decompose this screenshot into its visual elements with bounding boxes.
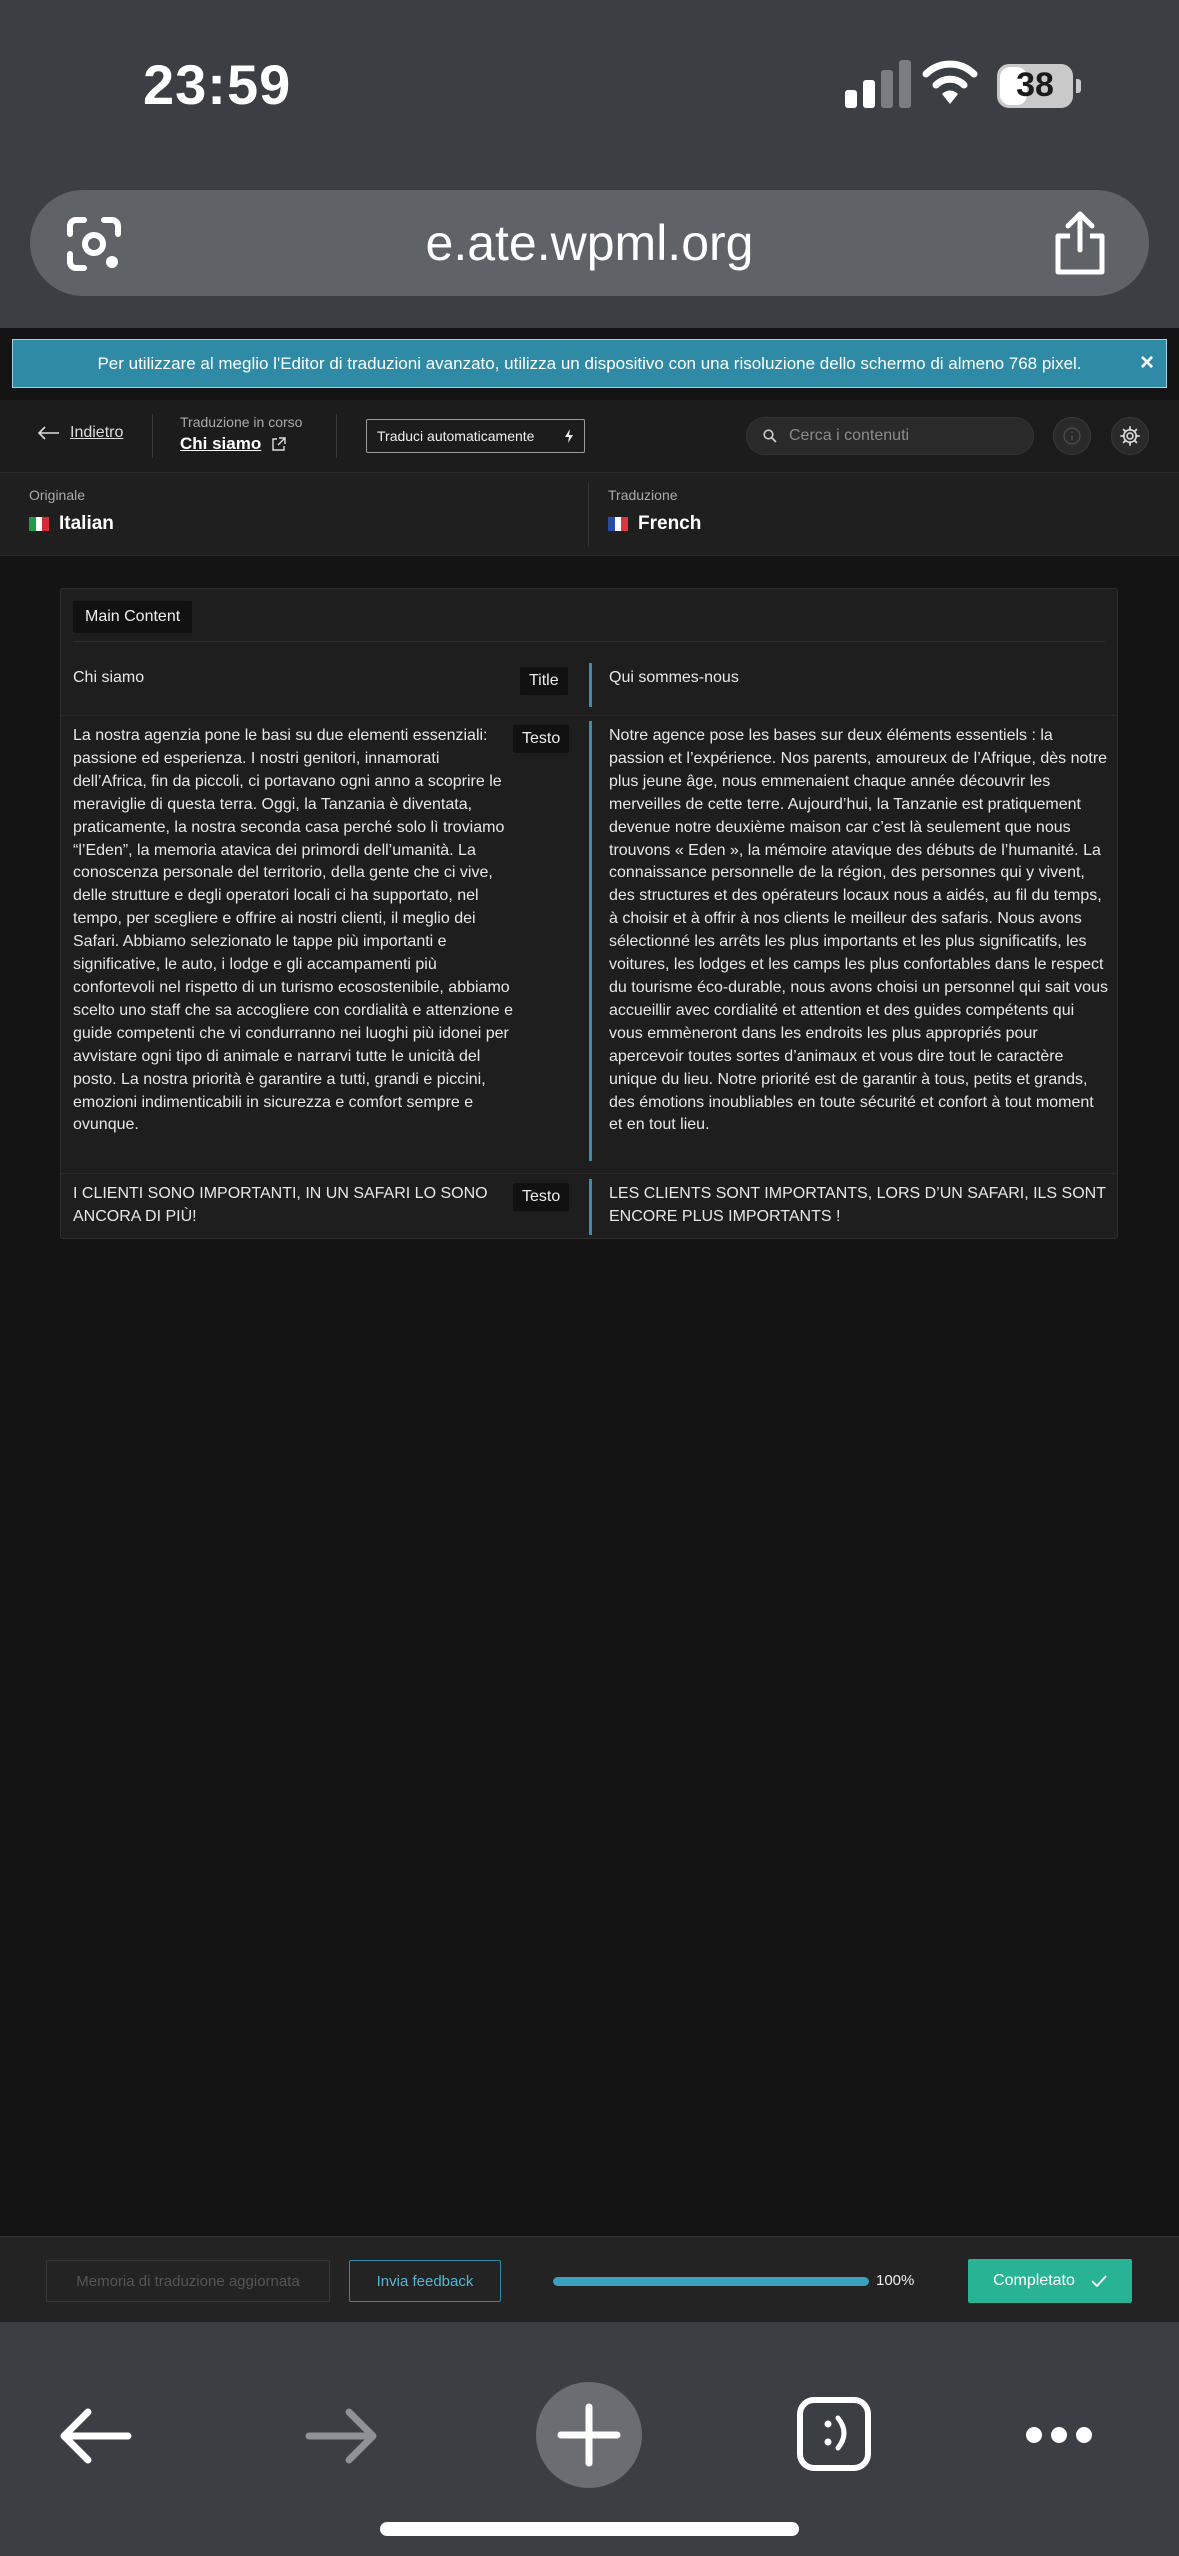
translation-language	[608, 487, 701, 535]
share-icon[interactable]	[1050, 210, 1110, 276]
more-options-icon[interactable]	[1024, 2424, 1094, 2446]
external-link-icon[interactable]	[271, 437, 286, 452]
auto-translate-button[interactable]	[366, 419, 585, 453]
segment-source: La nostra agenzia pone le basi su due elementi essenziali: passione ed esperienza. I nostri genitori, innamorati dell’Africa, fin da piccoli, ci portavano ogni anno a scoprire le meraviglie di questa terra. Oggi, la Tanzania è diventata, praticamente, la nostra seconda casa perché solo lì troviamo “l’Eden”, la memoria atavica dei primordi dell’umanità. La conoscenza personale del territorio, della gente che ci vive, delle strutture e degli operatori locali ci ha supportato, nel tempo, per scegliere e offrire ai nostri clienti, il meglio dei Safari. Abbiamo selezionato le tappe più importanti e significative, le auto, i lodge e gli accampamenti più confortevoli nel rispetto di un turismo ecosostenibile, abbiamo scelto uno staff che sa accogliere con cordialità e attenzione e guide competenti che vi condurranno nei luoghi più idonei per avvistare ogni tipo di animale e narrarvi tutte le unicità del posto. La nostra priorità è garantire a tutti, grandi e piccini, emozioni indimenticabili in sicurezza e comfort sempre e ovunque.	[73, 727, 513, 1134]
editor-header	[0, 400, 1179, 472]
language-divider	[588, 483, 589, 547]
search-input[interactable]	[746, 417, 1034, 455]
segment-target[interactable]: LES CLIENTS SONT IMPORTANTS, LORS D’UN SAFARI, ILS SONT ENCORE PLUS IMPORTANTS !	[609, 1185, 1106, 1225]
in-progress-label: Traduzione in corso	[180, 414, 303, 430]
translation-in-progress	[180, 414, 302, 454]
progress-bar	[553, 2277, 869, 2286]
cellular-signal-icon	[845, 60, 911, 108]
translation-header: Traduzione	[608, 487, 678, 503]
search-icon	[763, 429, 777, 443]
complete-button[interactable]	[968, 2259, 1132, 2303]
page-link[interactable]	[180, 434, 302, 454]
back-label[interactable]: Indietro	[70, 424, 124, 441]
url-text[interactable]: e.ate.wpml.org	[425, 215, 754, 271]
arrow-left-icon	[38, 426, 60, 440]
segment-status-bar	[589, 1179, 592, 1235]
new-tab-button[interactable]	[536, 2382, 642, 2488]
banner-close-button[interactable]: ×	[1139, 349, 1154, 376]
original-language-name: Italian	[59, 513, 114, 534]
segment-row[interactable]	[61, 667, 1117, 707]
editor-footer	[0, 2236, 1179, 2322]
segment-row[interactable]	[61, 1183, 1117, 1233]
address-bar[interactable]	[30, 190, 1149, 296]
segment-type-tag: Title	[520, 667, 568, 695]
tabs-icon[interactable]	[796, 2396, 872, 2472]
original-language	[29, 487, 114, 535]
plus-icon	[536, 2382, 642, 2488]
browser-chrome-bottom	[0, 2322, 1179, 2556]
segment-source: Chi siamo	[73, 669, 145, 686]
page-name[interactable]: Chi siamo	[180, 434, 262, 453]
info-button[interactable]	[1053, 417, 1091, 455]
wifi-icon	[922, 56, 978, 108]
banner-text: Per utilizzare al meglio l'Editor di traduzioni avanzato, utilizza un dispositivo con una risoluzione dello schermo di almeno 768 pixel.	[97, 353, 1082, 373]
france-flag-icon	[608, 517, 628, 531]
translation-memory-button[interactable]: Memoria di traduzione aggiornata	[46, 2260, 330, 2302]
segment-divider	[61, 1173, 1117, 1174]
browser-back-icon[interactable]	[58, 2408, 132, 2464]
content-panel	[60, 588, 1118, 1239]
segment-divider	[61, 715, 1117, 716]
segment-target[interactable]: Notre agence pose les bases sur deux éléments essentiels : la passion et l’expérience. Nos parents, amoureux de l’Afrique, dès notre plus jeune âge, nous emmenaient chaque année découvrir les merveilles de cette terre. Aujourd’hui, la Tanzanie est pratiquement devenue notre deuxième maison car c’est là seulement que nous trouvons « Eden », la mémoire atavique des débuts de l’humanité. La connaissance personnelle de la région, des personnes qui y vivent, des structures et des opérateurs locaux nous a aidés, au fil du temps, à choisir et à offrir à nos clients le meilleur des safaris. Nous avons sélectionné les arrêts les plus importants et les plus significatifs, les voitures, les lodges et les camps les plus confortables dans le respect du tourisme éco-durable, nous avons choisi un personnel qui sait vous accueillir avec cordialité et attention et des guides compétents qui vous emmèneront dans les endroits les plus appropriés pour apercevoir toutes sortes d’animaux et vous dire tout le caractère unique du lieu. Notre priorité est de garantir à tous, petits et grands, des émotions inoubliables en toute sécurité et confort à tout moment et en tout lieu.	[609, 727, 1108, 1134]
header-divider	[152, 414, 153, 458]
progress-fill	[553, 2277, 869, 2286]
segment-source: I CLIENTI SONO IMPORTANTI, IN UN SAFARI LO SONO ANCORA DI PIÙ!	[73, 1185, 488, 1225]
segment-status-bar	[589, 721, 592, 1161]
gear-icon	[1120, 426, 1140, 446]
home-indicator	[380, 2522, 799, 2536]
back-button[interactable]	[38, 424, 123, 442]
checkmark-icon	[1091, 2275, 1107, 2287]
progress-label: 100%	[876, 2272, 915, 2289]
segment-row[interactable]	[61, 725, 1117, 1143]
italy-flag-icon	[29, 517, 49, 531]
resolution-warning-banner	[12, 339, 1167, 388]
segment-target[interactable]: Qui sommes-nous	[609, 669, 739, 686]
auto-translate-label: Traduci automaticamente	[377, 428, 535, 444]
segment-type-tag: Testo	[513, 725, 569, 753]
segment-type-tag: Testo	[513, 1183, 569, 1211]
original-header: Originale	[29, 487, 86, 503]
browser-chrome-top	[0, 0, 1179, 328]
header-divider	[336, 414, 337, 458]
search-placeholder: Cerca i contenuti	[789, 427, 910, 444]
language-row	[0, 472, 1179, 556]
status-time: 23:59	[143, 53, 292, 116]
segment-status-bar	[589, 663, 592, 707]
info-icon	[1063, 427, 1081, 445]
battery-icon	[997, 64, 1079, 108]
translation-language-name: French	[638, 513, 702, 534]
settings-button[interactable]	[1111, 417, 1149, 455]
complete-label: Completato	[993, 2272, 1075, 2289]
section-label: Main Content	[73, 601, 192, 633]
browser-forward-icon[interactable]	[305, 2408, 379, 2464]
lightning-icon	[564, 429, 574, 443]
battery-level: 38	[1016, 66, 1054, 104]
section-divider	[73, 641, 1105, 642]
send-feedback-button[interactable]: Invia feedback	[349, 2260, 501, 2302]
